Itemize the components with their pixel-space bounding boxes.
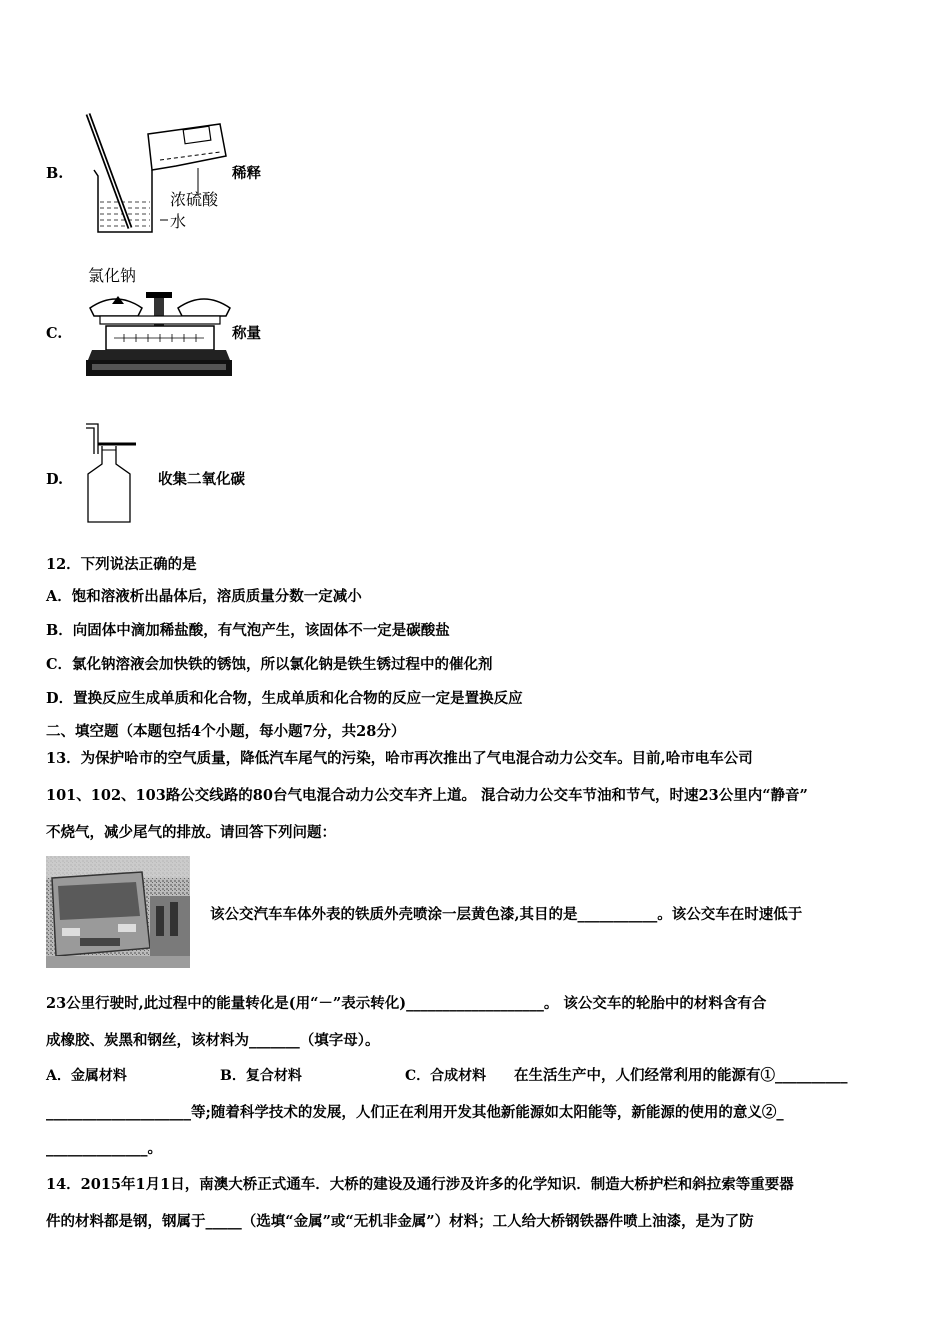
gas-bottle-figure [84, 422, 144, 526]
option-c-label: 称量 [232, 325, 261, 342]
q12-stem: 12．下列说法正确的是 [46, 556, 197, 573]
option-b-label: 稀释 [232, 165, 261, 182]
option-b-letter: B. [46, 165, 64, 182]
q13-option-c: C．合成材料 [405, 1068, 487, 1084]
q13-line-1: 13．为保护哈市的空气质量，降低汽车尾气的污染，哈市再次推出了气电混合动力公交车。目前,哈市电车公司 [46, 750, 753, 767]
q14-line-1: 14．2015年1月1日，南澳大桥正式通车．大桥的建设及通行涉及许多的化学知识．制造大桥护栏和斜拉索等重要器 [46, 1176, 794, 1193]
q13-energy-line: 在生活生产中，人们经常利用的能源有①__________ [514, 1067, 848, 1084]
q12-option-b: B．向固体中滴加稀盐酸，有气泡产生，该固体不一定是碳酸盐 [46, 622, 450, 639]
q13-line-6: ____________________等;随着科学技术的发展，人们正在利用开发其他新能源如太阳能等，新能源的使用的意义②_ [46, 1104, 784, 1121]
figure-label-water: 水 [170, 212, 187, 231]
q13-option-b: B．复合材料 [220, 1068, 302, 1084]
option-d-letter: D. [46, 471, 64, 488]
dilution-figure [80, 110, 240, 240]
figure-label-conc-sulfuric: 浓硫酸 [170, 190, 219, 209]
q13-line-5: 成橡胶、炭黑和钢丝，该材料为_______（填字母）。 [46, 1032, 380, 1049]
bus-photo [46, 856, 190, 968]
q13-line-7: ______________。 [46, 1140, 162, 1157]
figure-label-nacl: 氯化钠 [88, 266, 137, 285]
section-heading: 二、填空题（本题包括4个小题，每小题7分，共28分） [46, 723, 406, 740]
q12-option-a: A．饱和溶液析出晶体后，溶质质量分数一定减小 [46, 588, 362, 605]
option-c-letter: C. [46, 325, 63, 342]
q13-beside-photo: 该公交汽车车体外表的铁质外壳喷涂一层黄色漆,其目的是___________。该公交车在时速低于 [210, 906, 803, 923]
q12-option-d: D．置换反应生成单质和化合物，生成单质和化合物的反应一定是置换反应 [46, 690, 523, 707]
q13-line-2: 101、102、103路公交线路的80台气电混合动力公交车齐上道。 混合动力公交车节油和节气，时速23公里内“静音” [46, 787, 808, 804]
q13-line-4: 23公里行驶时,此过程中的能量转化是(用“－”表示转化)___________________。 该公交车的轮胎中的材料含有合 [46, 995, 767, 1012]
q14-line-2: 件的材料都是钢，钢属于_____（选填“金属”或“无机非金属”）材料；工人给大桥钢铁器件喷上油漆，是为了防 [46, 1213, 754, 1230]
option-d-label: 收集二氧化碳 [158, 471, 245, 488]
q12-option-c: C．氯化钠溶液会加快铁的锈蚀，所以氯化钠是铁生锈过程中的催化剂 [46, 656, 493, 673]
q13-option-a: A．金属材料 [46, 1068, 127, 1084]
q13-line-3: 不烧气，减少尾气的排放。请回答下列问题： [46, 824, 336, 841]
balance-figure [84, 286, 234, 382]
